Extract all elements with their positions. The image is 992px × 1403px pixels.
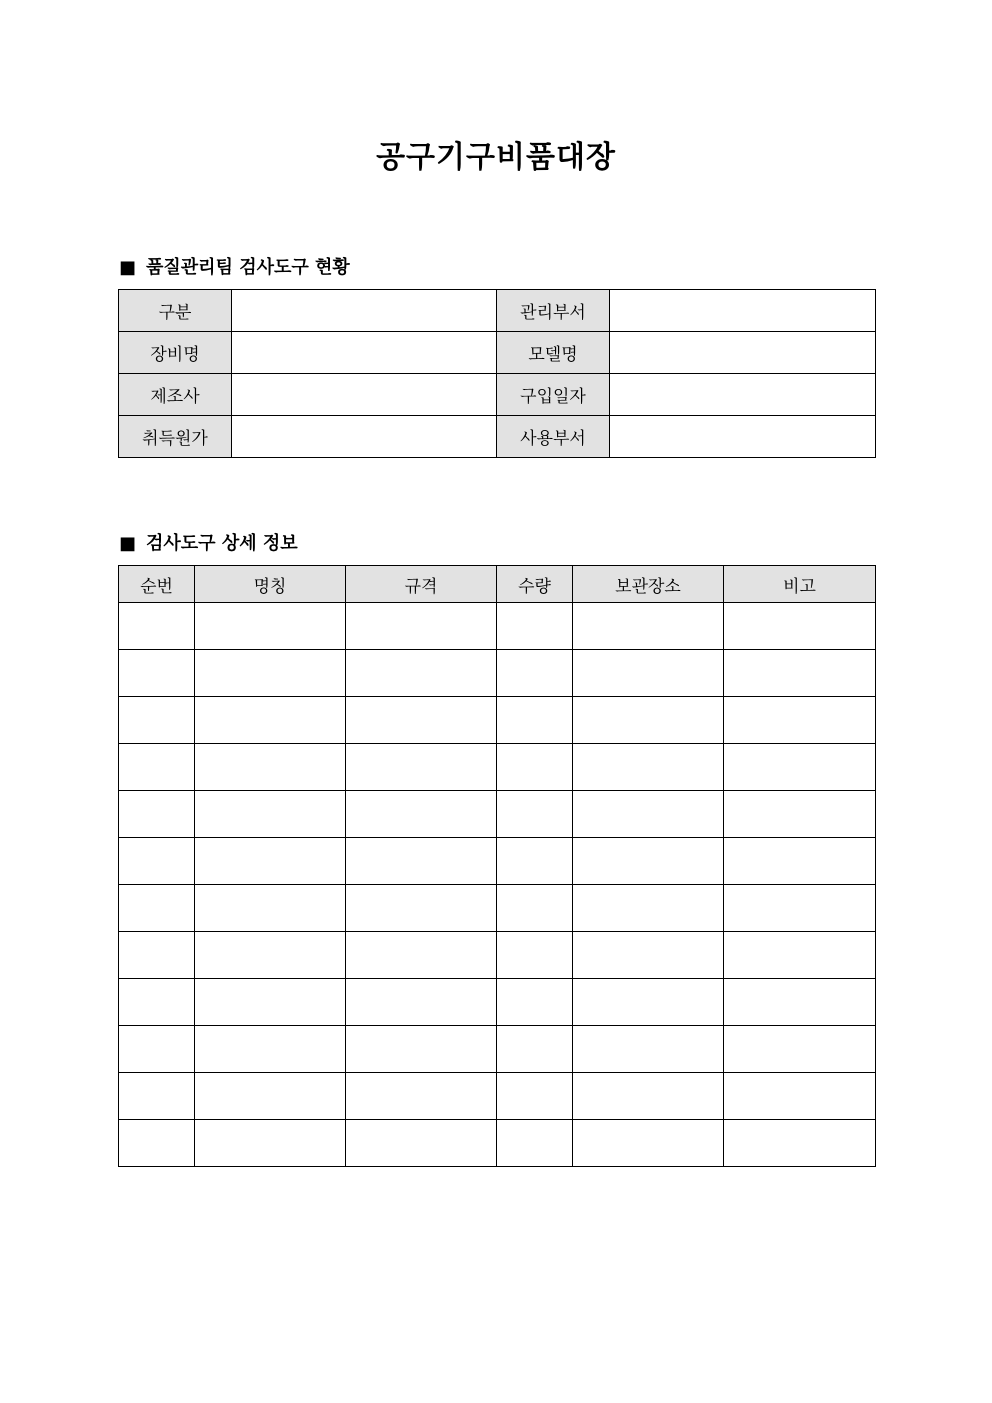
quantity-cell[interactable] <box>497 1120 573 1167</box>
quantity-cell[interactable] <box>497 1073 573 1120</box>
square-bullet-icon: ■ <box>119 257 137 278</box>
table-row <box>119 979 876 1026</box>
spec-cell[interactable] <box>346 744 497 791</box>
column-header-number: 순번 <box>119 566 195 603</box>
field-label: 구입일자 <box>497 374 610 416</box>
name-cell[interactable] <box>195 979 346 1026</box>
remarks-cell[interactable] <box>724 979 876 1026</box>
table-row <box>119 1026 876 1073</box>
spec-cell[interactable] <box>346 979 497 1026</box>
remarks-cell[interactable] <box>724 1026 876 1073</box>
quantity-cell[interactable] <box>497 744 573 791</box>
summary-row <box>119 332 876 374</box>
model-name-field[interactable] <box>610 332 876 374</box>
table-row <box>119 932 876 979</box>
section-heading-text: 검사도구 상세 정보 <box>146 533 298 554</box>
storage-cell[interactable] <box>573 791 724 838</box>
quantity-cell[interactable] <box>497 932 573 979</box>
number-cell[interactable] <box>119 1026 195 1073</box>
column-header-remarks: 비고 <box>724 566 876 603</box>
spec-cell[interactable] <box>346 1120 497 1167</box>
spec-cell[interactable] <box>346 1073 497 1120</box>
name-cell[interactable] <box>195 744 346 791</box>
equipment-summary-table <box>118 289 876 458</box>
storage-cell[interactable] <box>573 1073 724 1120</box>
remarks-cell[interactable] <box>724 744 876 791</box>
remarks-cell[interactable] <box>724 1073 876 1120</box>
table-row <box>119 1120 876 1167</box>
storage-cell[interactable] <box>573 979 724 1026</box>
quantity-cell[interactable] <box>497 697 573 744</box>
spec-cell[interactable] <box>346 650 497 697</box>
number-cell[interactable] <box>119 838 195 885</box>
table-row <box>119 603 876 650</box>
table-row <box>119 838 876 885</box>
section-heading-detail-info <box>119 529 298 555</box>
field-label: 제조사 <box>119 374 232 416</box>
quantity-cell[interactable] <box>497 838 573 885</box>
manufacturer-field[interactable] <box>232 374 497 416</box>
column-header-name: 명칭 <box>195 566 346 603</box>
managing-department-field[interactable] <box>610 290 876 332</box>
name-cell[interactable] <box>195 932 346 979</box>
name-cell[interactable] <box>195 697 346 744</box>
number-cell[interactable] <box>119 932 195 979</box>
table-row <box>119 697 876 744</box>
storage-cell[interactable] <box>573 1120 724 1167</box>
summary-row <box>119 290 876 332</box>
spec-cell[interactable] <box>346 791 497 838</box>
spec-cell[interactable] <box>346 838 497 885</box>
user-department-field[interactable] <box>610 416 876 458</box>
detail-table-body <box>119 603 876 1167</box>
number-cell[interactable] <box>119 650 195 697</box>
summary-row <box>119 416 876 458</box>
name-cell[interactable] <box>195 838 346 885</box>
table-row <box>119 885 876 932</box>
spec-cell[interactable] <box>346 885 497 932</box>
quantity-cell[interactable] <box>497 603 573 650</box>
remarks-cell[interactable] <box>724 932 876 979</box>
number-cell[interactable] <box>119 979 195 1026</box>
table-header-row <box>119 566 876 603</box>
number-cell[interactable] <box>119 1073 195 1120</box>
purchase-date-field[interactable] <box>610 374 876 416</box>
column-header-storage: 보관장소 <box>573 566 724 603</box>
column-header-quantity: 수량 <box>497 566 573 603</box>
storage-cell[interactable] <box>573 744 724 791</box>
storage-cell[interactable] <box>573 650 724 697</box>
quantity-cell[interactable] <box>497 979 573 1026</box>
storage-cell[interactable] <box>573 838 724 885</box>
table-row <box>119 791 876 838</box>
name-cell[interactable] <box>195 1026 346 1073</box>
remarks-cell[interactable] <box>724 885 876 932</box>
number-cell[interactable] <box>119 1120 195 1167</box>
remarks-cell[interactable] <box>724 697 876 744</box>
equipment-detail-table <box>118 565 876 1167</box>
square-bullet-icon: ■ <box>119 533 137 554</box>
spec-cell[interactable] <box>346 932 497 979</box>
remarks-cell[interactable] <box>724 791 876 838</box>
name-cell[interactable] <box>195 1073 346 1120</box>
quantity-cell[interactable] <box>497 791 573 838</box>
category-field[interactable] <box>232 290 497 332</box>
storage-cell[interactable] <box>573 697 724 744</box>
equipment-name-field[interactable] <box>232 332 497 374</box>
document-title: 공구기구비품대장 <box>376 140 616 175</box>
column-header-spec: 규격 <box>346 566 497 603</box>
remarks-cell[interactable] <box>724 650 876 697</box>
storage-cell[interactable] <box>573 885 724 932</box>
remarks-cell[interactable] <box>724 838 876 885</box>
table-row <box>119 744 876 791</box>
spec-cell[interactable] <box>346 603 497 650</box>
field-label: 장비명 <box>119 332 232 374</box>
number-cell[interactable] <box>119 885 195 932</box>
remarks-cell[interactable] <box>724 1120 876 1167</box>
remarks-cell[interactable] <box>724 603 876 650</box>
quantity-cell[interactable] <box>497 885 573 932</box>
number-cell[interactable] <box>119 603 195 650</box>
name-cell[interactable] <box>195 885 346 932</box>
section-heading-text: 품질관리팀 검사도구 현황 <box>146 257 350 278</box>
name-cell[interactable] <box>195 603 346 650</box>
name-cell[interactable] <box>195 791 346 838</box>
storage-cell[interactable] <box>573 603 724 650</box>
name-cell[interactable] <box>195 1120 346 1167</box>
quantity-cell[interactable] <box>497 1026 573 1073</box>
spec-cell[interactable] <box>346 1026 497 1073</box>
storage-cell[interactable] <box>573 932 724 979</box>
field-label: 취득원가 <box>119 416 232 458</box>
quantity-cell[interactable] <box>497 650 573 697</box>
summary-row <box>119 374 876 416</box>
field-label: 구분 <box>119 290 232 332</box>
number-cell[interactable] <box>119 791 195 838</box>
section-heading-equipment-status <box>119 253 350 279</box>
field-label: 사용부서 <box>497 416 610 458</box>
field-label: 관리부서 <box>497 290 610 332</box>
table-row <box>119 1073 876 1120</box>
acquisition-cost-field[interactable] <box>232 416 497 458</box>
number-cell[interactable] <box>119 744 195 791</box>
spec-cell[interactable] <box>346 697 497 744</box>
storage-cell[interactable] <box>573 1026 724 1073</box>
table-row <box>119 650 876 697</box>
name-cell[interactable] <box>195 650 346 697</box>
field-label: 모델명 <box>497 332 610 374</box>
number-cell[interactable] <box>119 697 195 744</box>
